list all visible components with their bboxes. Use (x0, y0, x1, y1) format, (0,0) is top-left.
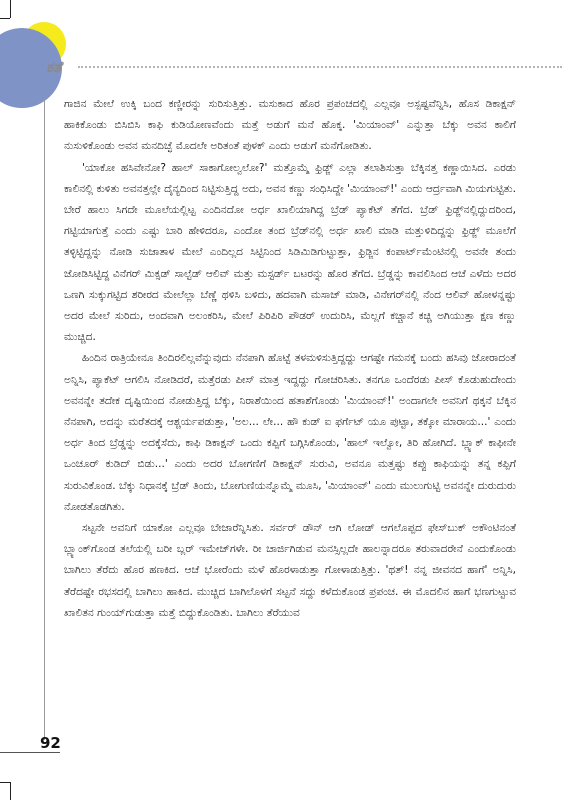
footer-rule (0, 752, 60, 753)
crop-mark-bottom-left-v (10, 782, 11, 800)
crop-mark-top-left-h (0, 18, 10, 19)
header-dotted-rule (78, 66, 562, 68)
paragraph-1: ಗಾಜಿನ ಮೇಲೆ ಉಕ್ಕಿ ಬಂದ ಕಣ್ಣೀರನ್ನು ಸುರಿಸುತ್ತಿತ್ತು. ಮಸುಕಾದ ಹೊರ ಪ್ರಪಂಚದಲ್ಲಿ ಎಲ್ಲವೂ ಅಸ್ಪಷ್ಟವೆನ್ನಿಸಿ, ಹೊಸ ಡಿಕಾಕ್ಷನ್ ಹಾಕಿಕೊಂಡು ಬಿಸಿಬಿಸಿ ಕಾಫಿ ಕುಡಿಯೋಣವೆಂದು ಮತ್ತೆ ಅಡುಗೆ ಮನೆ ಹೊಕ್ಕ. 'ಮಿಯಾಂವ್' ಎನ್ನುತ್ತಾ ಬೆಕ್ಕು ಅವನ ಕಾಲಿಗೆ ನುಸುಳಿಕೊಂಡು ಅವನ ಮನದಿಚ್ಛೆ ಮೊದಲೇ ಅರಿತಂತೆ ಪುಳಕ್ ಎಂದು ಅಡುಗೆ ಮನೆಗೋಡಿತು. (64, 98, 516, 153)
crop-mark-top-left-v (10, 0, 11, 18)
section-label: ಕತೆ (46, 58, 62, 76)
story-body (64, 94, 516, 734)
left-margin-rule (44, 100, 45, 740)
paragraph-4: ಸಟ್ಟನೇ ಅವನಿಗೆ ಯಾಕೋ ಎಲ್ಲವೂ ಬೇಜಾರೆನ್ನಿಸಿತು. ಸರ್ವರ್ ಡೌನ್ ಆಗಿ ಲೋಡ್ ಆಗಲೊಪ್ಪದ ಫೇಸ್‌ಬುಕ್ ಅಕೌಂಟಿನಂತೆ ಬ್ಲ್ಯಾಂಕ್‌ಗೊಂಡ ತಲೆಯಲ್ಲಿ ಬರೀ ಬ್ಲರ್ ಇಮೇಜ್‌ಗಳೇ. ರೀ ಚಾರ್ಜಿಗಿಡುವ ಮನಸ್ಸಿಲ್ಲದೇ ಹಾಲನ್ನಾದರೂ ತರುವಾದರೇನೆ ಎಂದುಕೊಂಡು ಬಾಗಿಲು ತೆರೆದು ಹೊರ ಹಣಕಿದ. ಆಚೆ ಭೋರೆಂದು ಮಳೆ ಹೊರಳಾಡುತ್ತಾ ಗೋಳಾಡುತ್ತಿತ್ತು. 'ಥತ್! ನನ್ನ ಜೀವನದ ಹಾಗೆ' ಅನ್ನಿಸಿ, ತೆರೆದಷ್ಟೇ ರಭಸದಲ್ಲಿ ಬಾಗಿಲು ಹಾಕಿದ. ಮುಚ್ಚಿದ ಬಾಗಿಲೊಳಗೆ ಸಟ್ಟನೆ ಸದ್ದು ಕಳೆದುಕೊಂಡ ಪ್ರಪಂಚ. ಈ ಮೊದಲಿನ ಹಾಗೆ ಭಣಗುಟ್ಟುವ ಖಾಲಿತನ ಗುಂಯ್‌ಗುಡುತ್ತಾ ಮತ್ತೆ ಬಿದ್ದುಕೊಂಡಿತು. ಬಾಗಿಲು ತೆರೆಯುವ (64, 522, 516, 619)
crop-mark-bottom-left-h (0, 782, 10, 783)
paragraph-3: ಹಿಂದಿನ ರಾತ್ರಿಯೇನೂ ತಿಂದಿರಲಿಲ್ಲವೆನ್ನುವುದು ನೆನಪಾಗಿ ಹೊಟ್ಟೆ ತಳಮಳಿಸುತ್ತಿದ್ದದ್ದು ಆಗಷ್ಟೇ ಗಮನಕ್ಕೆ ಬಂದು ಹಸಿವು ಜೋರಾದಂತೆ ಅನ್ನಿಸಿ, ಪ್ಯಾಕೆಟ್ ಆಗಲಿಸಿ ನೋಡಿದರೆ, ಮತ್ತೆರಡು ಪೀಸ್ ಮಾತ್ರ ಇದ್ದದ್ದು ಗೋಚರಿಸಿತು. ತನಗೂ ಒಂದೆರಡು ಪೀಸ್ ಕೊಡುಹುದೇಂದು ಅವನನ್ನೇ ತದೇಕ ದೃಷ್ಟಿಯಿಂದ ನೋಡುತ್ತಿದ್ದ ಬೆಕ್ಕು, ನಿರಾಶೆಯಿಂದ ಹತಾಶೆಗೊಂಡು 'ಮಿಯಾಂವ್!' ಅಂದಾಗಲೇ ಅವನಿಗೆ ಥಕ್ಕನೆ ಬೆಕ್ಕಿನ ನೆನಪಾಗಿ, ಅದನ್ನು ಮರೆತದಕ್ಕೆ ಆಶ್ಚರ್ಯಪಡುತ್ತಾ, 'ಅಲ... ಲೇ... ಹೌ ಕುಡ್ ಐ ಫರ್ಗೆಟ್ ಯೂ ಪುಟ್ಟಾ, ತಕ್ಕೋ ಮಾರಾಯ...' ಎಂದು ಅರ್ಧ ತಿಂದ ಬ್ರೆಡ್ಡನ್ನು ಅದಕ್ಕೆಸೆದು, ಕಾಫಿ ಡಿಕಾಕ್ಷನ್ ಒಂದು ಕಪ್ಪಿಗೆ ಬಗ್ಗಿಸಿಕೊಂಡು, 'ಹಾಲ್ ಇಲ್ವೋ, ತಿರಿ ಹೋಗಿದೆ. ಬ್ಲ್ಯಾಕ್ ಕಾಫೀನೇ ಒಂಚೂರ್ ಕುಡಿದ್ ಬಿಡು...' ಎಂದು ಅದರ ಬೋಗಣಿಗೆ ಡಿಕಾಕ್ಷನ್ ಸುರುವಿ, ಅವನೂ ಮತ್ತಷ್ಟು ಕಪ್ಪು ಕಾಫಿಯನ್ನು ತನ್ನ ಕಪ್ಪಿಗೆ ಸುರುವಿಕೊಂಡ. ಬೆಕ್ಕು ನಿಧಾನಕ್ಕೆ ಬ್ರೆಡ್ ತಿಂದು, ಬೋಗುಣಿಯನ್ನೊಮ್ಮೆ ಮೂಸಿ, 'ಮಿಯಾಂವ್' ಎಂದು ಮುಲುಗುಟ್ಟಿ ಅವನನ್ನೇ ದುರುದುರು ನೋಡತೊಡಗಿತು. (64, 352, 516, 513)
paragraph-2: 'ಯಾಕೋ ಹಸಿವೇನೋ? ಹಾಲ್ ಸಾಕಾಗೋಲ್ವಲೋ?' ಮತ್ತೊಮ್ಮೆ ಫ್ರಿಡ್ಜ್ ಎಲ್ಲಾ ತಲಾಶಿಸುತ್ತಾ ಬೆಕ್ಕಿನತ್ತ ಕಣ್ಣಾಯಿಸಿದ. ಎರಡು ಕಾಲಿನಲ್ಲಿ ಕುಳಿತು ಅವನತ್ತಲ್ಲೇ ದೈನ್ಯದಿಂದ ನಿಟ್ಟಿಸುತ್ತಿದ್ದ ಅದು, ಅವನ ಕಣ್ಣು ಸಂಧಿಸಿದ್ದೇ 'ಮಿಯಾಂವ್!' ಎಂದು ಆರ್ದ್ರವಾಗಿ ಮಿಯಗುಟ್ಟಿತು. ಬೇರೆ ಹಾಲು ಸಿಗದೇ ಮೂಲೆಯಲ್ಲಿಟ್ಟ ಎಂದಿನದೋ ಅರ್ಧ ಖಾಲಿಯಾಗಿದ್ದ ಬ್ರೆಡ್ ಪ್ಯಾಕೆಟ್ ತೆಗೆದ. ಬ್ರೆಡ್ ಫ್ರಿಡ್ಜ್‌ನಲ್ಲಿದ್ದುದರಿಂದ, ಗಟ್ಟಿಯಾಗುತ್ತೆ ಎಂದು ಎಷ್ಟು ಬಾರಿ ಹೇಳಿದರೂ, ಎಂದೋ ತಂದ ಬ್ರೆಡ್‌ನಲ್ಲಿ ಅರ್ಧ ಖಾಲಿ ಮಾಡಿ ಮತ್ತುಳಿದಿದ್ದನ್ನು ಫ್ರಿಡ್ಜ್ ಮೂಲೆಗೆ ತಳ್ಳಿಟ್ಟಿದ್ದನ್ನು ನೋಡಿ ಸುಜಾತಾಳ ಮೇಲೆ ಎಂದಿಲ್ಲದ ಸಿಟ್ಟಿನಿಂದ ಸಿಡಿಮಿಡಿಗುಟ್ಟುತ್ತಾ, ಫ್ರಿಡ್ಜಿನ ಕಂಪಾರ್ಟ್‌ಮೆಂಟಿನಲ್ಲಿ ಅವನೇ ತಂದು ಜೋಡಿಸಿಟ್ಟಿದ್ದ ವಿನೆಗರ್ ಮಿಕ್ಸಡ್ ಸಾಲ್ಟೆಡ್ ಆಲಿವ್ ಮತ್ತು ಮಸ್ಟರ್ಡ್ ಬಟರನ್ನು ಹೊರ ತೆಗೆದ. ಬ್ರೆಡ್ಡನ್ನು ಕಾವಲಿಸಿಂದ ಆಚೆ ಎಳೆದು ಅದರ ಒಣಗಿ ಸುಕ್ಕುಗಟ್ಟಿದ ಶರೀರದ ಮೇಲೆಲ್ಲಾ ಬೆಣ್ಣೆ ಥಳಿಸಿ ಬಳಿದು, ಹದವಾಗಿ ಮಸಾಜ್ ಮಾಡಿ, ವಿನೇಗರ್‌ನಲ್ಲಿ ನೆಂದ ಆಲಿವ್ ಹೋಳನ್ನಷ್ಟು ಅದರ ಮೇಲೆ ಸುರಿದು, ಅಂದವಾಗಿ ಅಲಂಕರಿಸಿ, ಮೇಲೆ ಪಿರಿಪಿರಿ ಪೌಡರ್ ಉದುರಿಸಿ, ಮೆಲ್ಲಗೆ ಕಚ್ಚಾನೆ ಕಚ್ಚಿ ಅಗಿಯುತ್ತಾ ಕ್ಷಣ ಕಣ್ಣು ಮುಚ್ಚಿದ. (64, 161, 516, 344)
page-number: 92 (40, 734, 61, 752)
